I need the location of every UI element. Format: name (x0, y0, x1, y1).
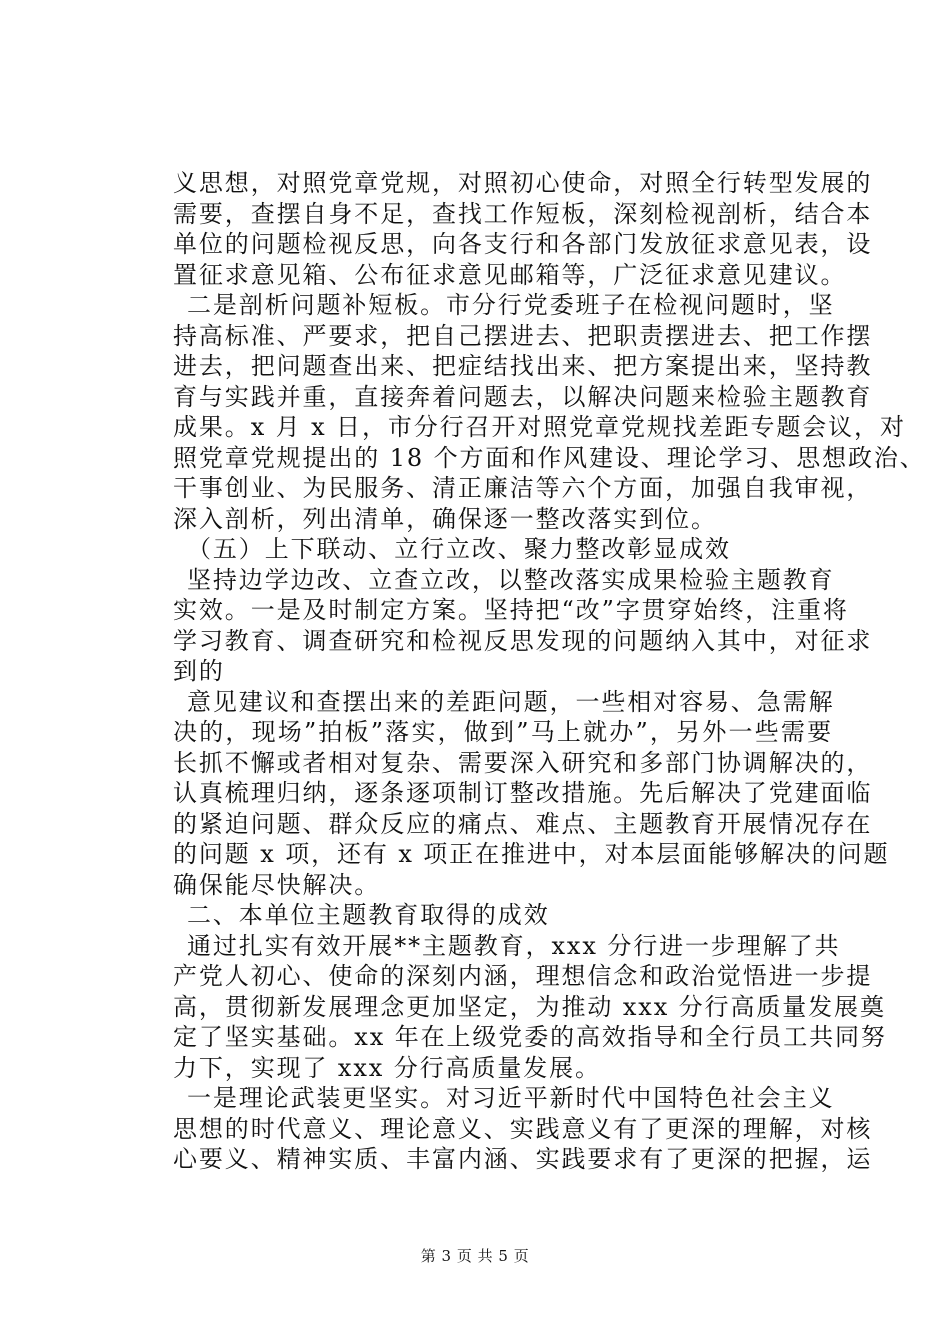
text-line: 认真梳理归纳，逐条逐项制订整改措施。先后解决了党建面临 (173, 779, 873, 807)
text-line: 到的 (173, 657, 225, 685)
text-line: 决的，现场”拍板”落实，做到”马上就办”，另外一些需要 (173, 718, 833, 746)
text-line: 学习教育、调查研究和检视反思发现的问题纳入其中，对征求 (173, 626, 873, 655)
text-line: 一是理论武装更坚实。对习近平新时代中国特色社会主义 (187, 1084, 835, 1112)
text-line: 思想的时代意义、理论意义、实践意义有了更深的理解，对核 (173, 1114, 873, 1143)
text-line: 意见建议和查摆出来的差距问题，一些相对容易、急需解 (187, 687, 835, 716)
text-line: 照党章党规提出的 18 个方面和作风建设、理论学习、思想政治、 (173, 443, 926, 472)
text-line: 育与实践并重，直接奔着问题去，以解决问题来检验主题教育 (173, 382, 873, 411)
document-body (173, 168, 926, 1175)
text-line: 深入剖析，列出清单，确保逐一整改落实到位。 (173, 504, 717, 533)
text-line: 定了坚实基础。xx 年在上级党委的高效指导和全行员工共同努 (173, 1023, 887, 1051)
text-line: 长抓不懈或者相对复杂、需要深入研究和多部门协调解决的， (173, 748, 873, 777)
text-line: 义思想，对照党章党规，对照初心使命，对照全行转型发展的 (173, 169, 873, 197)
text-line: 成果。x 月 x 日，市分行召开对照党章党规找差距专题会议，对 (173, 413, 906, 441)
text-line: （五）上下联动、立行立改、聚力整改彰显成效 (187, 535, 731, 563)
text-line: 确保能尽快解决。 (173, 870, 381, 899)
text-line: 坚持边学边改、立查立改，以整改落实成果检验主题教育 (187, 565, 835, 594)
text-line: 的问题 x 项，还有 x 项正在推进中，对本层面能够解决的问题 (173, 840, 890, 868)
text-line: 置征求意见箱、公布征求意见邮箱等，广泛征求意见建议。 (173, 260, 847, 289)
text-line: 力下，实现了 xxx 分行高质量发展。 (173, 1053, 601, 1082)
text-line: 实效。一是及时制定方案。坚持把“改”字贯穿始终，注重将 (173, 596, 849, 624)
page-footer: 第 3 页 共 5 页 (420, 1247, 530, 1265)
text-line: 心要义、精神实质、丰富内涵、实践要求有了更深的把握，运 (173, 1145, 873, 1173)
text-line: 的紧迫问题、群众反应的痛点、难点、主题教育开展情况存在 (173, 809, 873, 838)
text-line: 持高标准、严要求，把自己摆进去、把职责摆进去、把工作摆 (173, 321, 873, 350)
text-line: 单位的问题检视反思，向各支行和各部门发放征求意见表，设 (173, 230, 873, 258)
text-line: 二、本单位主题教育取得的成效 (187, 901, 550, 929)
text-line: 产党人初心、使命的深刻内涵，理想信念和政治觉悟进一步提 (173, 962, 873, 990)
text-line: 通过扎实有效开展**主题教育，xxx 分行进一步理解了共 (187, 931, 841, 960)
text-line: 高，贯彻新发展理念更加坚定，为推动 xxx 分行高质量发展奠 (173, 992, 886, 1021)
text-line: 进去，把问题查出来、把症结找出来、把方案提出来，坚持教 (173, 352, 873, 380)
text-line: 二是剖析问题补短板。市分行党委班子在检视问题时，坚 (187, 291, 835, 319)
text-line: 干事创业、为民服务、清正廉洁等六个方面，加强自我审视， (173, 474, 873, 502)
text-line: 需要，查摆自身不足，查找工作短板，深刻检视剖析，结合本 (173, 199, 873, 228)
